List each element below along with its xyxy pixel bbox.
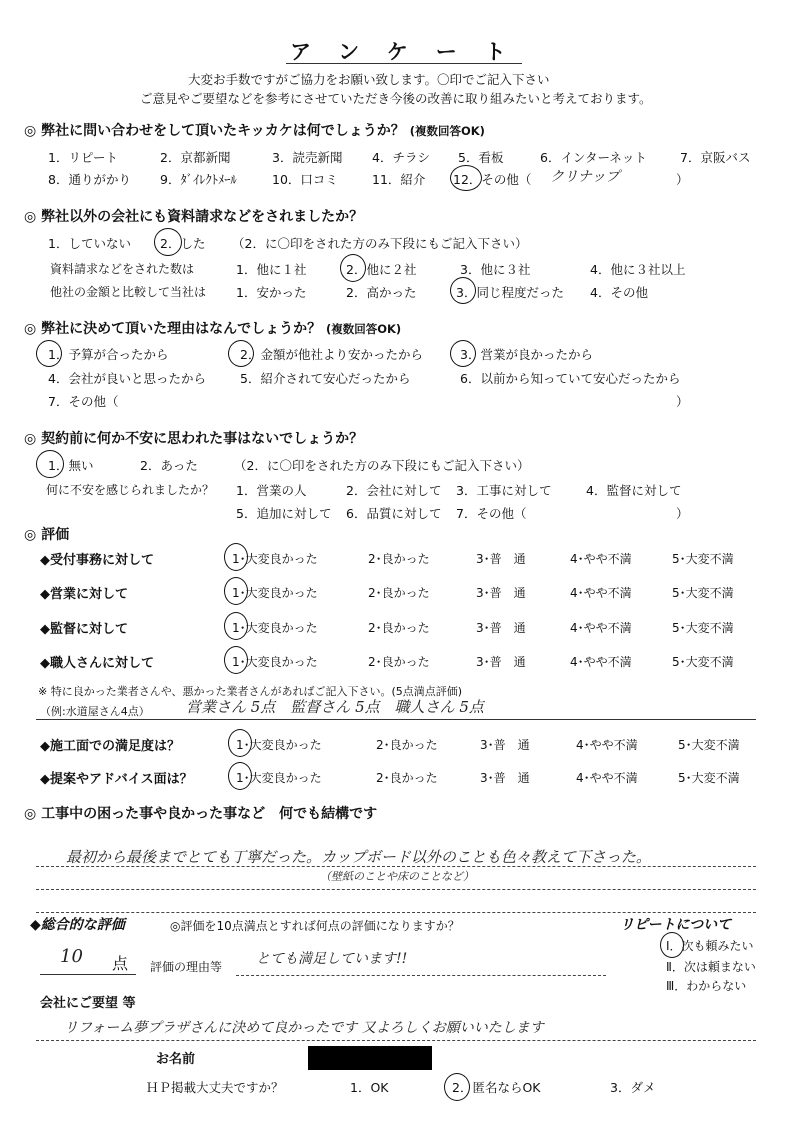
overall-reason-line (236, 975, 606, 976)
q3-selection-circle-1 (36, 340, 62, 367)
q4-sub-option-6[interactable]: 6．品質に対して (346, 506, 442, 521)
hp-question: ＨＰ掲載大丈夫ですか？ (146, 1080, 284, 1095)
eval-example: （例:水道屋さん4点） (40, 705, 150, 718)
q4-title: ◎ 契約前に何か不安に思われた事はないでしょうか？ (24, 431, 364, 447)
eval-proposal-option-2[interactable]: 2･良かった (376, 771, 438, 785)
q1-option-5[interactable]: 5．看板 (458, 150, 504, 165)
eval-reception-option-4[interactable]: 4･やや不満 (570, 552, 632, 566)
q1-option-3[interactable]: 3．読売新聞 (272, 150, 343, 165)
eval-row-reception: ◆受付事務に対して (40, 553, 154, 568)
q3-option-2[interactable]: 2．金額が他社より安かったから (240, 347, 423, 362)
q2-note: （2．に〇印をされた方のみ下段にもご記入下さい） (232, 236, 528, 251)
eval-reception-option-2[interactable]: 2･良かった (368, 552, 430, 566)
overall-score-line (40, 974, 136, 975)
q3-option-3[interactable]: 3．営業が良かったから (460, 347, 593, 362)
q3-option-7[interactable]: 7．その他（ (48, 394, 119, 409)
overall-prompt: ◎評価を10点満点とすれば何点の評価になりますか？ (170, 919, 460, 933)
hp-option-3[interactable]: 3．ダメ (610, 1080, 656, 1095)
q1-title: ◎ 弊社に問い合わせをして頂いたキッカケは何でしょうか？ (複数回答OK) (24, 123, 485, 139)
eval-row-sales: ◆営業に対して (40, 587, 128, 602)
eval-craftsman-circle (224, 646, 248, 674)
intro-line-1: 大変お手数ですがご協力をお願い致します。〇印でご記入下さい (188, 72, 550, 87)
eval-craftsman-option-3[interactable]: 3･普 通 (476, 655, 526, 669)
title-underline (286, 63, 522, 64)
hp-option-2[interactable]: 2．匿名ならOK (452, 1080, 541, 1095)
q1-option-1[interactable]: 1．リピート (48, 150, 118, 165)
eval-row-craftsman: ◆職人さんに対して (40, 656, 154, 671)
q1-close-paren: ） (676, 172, 689, 187)
eval-reception-option-5[interactable]: 5･大変不満 (672, 552, 734, 566)
q2-sub2-option-4[interactable]: 4．その他 (590, 285, 648, 300)
hp-option-1[interactable]: 1．OK (350, 1080, 389, 1095)
q4-sub-option-3[interactable]: 3．工事に対して (456, 483, 552, 498)
q2-sub1-option-1[interactable]: 1．他に１社 (236, 262, 307, 277)
q3-selection-circle-3 (450, 340, 476, 367)
q3-option-6[interactable]: 6．以前から知っていて安心だったから (460, 371, 681, 386)
q2-sub2-option-3[interactable]: 3．同じ程度だった (456, 285, 564, 300)
q2-title: ◎ 弊社以外の会社にも資料請求などをされましたか？ (24, 209, 364, 225)
eval-sales-option-1[interactable]: 1･大変良かった (232, 586, 318, 600)
q1-selection-circle (450, 165, 482, 191)
repeat-option-3[interactable]: Ⅲ．わからない (666, 979, 747, 993)
q3-selection-circle-2 (228, 340, 254, 367)
repeat-title: リピートについて (620, 917, 732, 933)
q2-sub2-option-2[interactable]: 2．高かった (346, 285, 417, 300)
q4-sub-option-1[interactable]: 1．営業の人 (236, 483, 307, 498)
q2-sub1-option-4[interactable]: 4．他に３社以上 (590, 262, 686, 277)
eval-supervisor-option-5[interactable]: 5･大変不満 (672, 621, 734, 635)
eval-craftsman-option-4[interactable]: 4･やや不満 (570, 655, 632, 669)
eval-construction-circle (228, 729, 252, 757)
q2-sub1-selection-circle (340, 254, 366, 282)
q1-option-7[interactable]: 7．京阪バス (680, 150, 751, 165)
q1-option-10[interactable]: 10．口コミ (272, 172, 338, 187)
repeat-selection-circle (660, 932, 684, 958)
eval-supervisor-option-3[interactable]: 3･普 通 (476, 621, 526, 635)
q2-sub1-option-2[interactable]: 2．他に２社 (346, 262, 417, 277)
eval-row-supervisor: ◆監督に対して (40, 622, 128, 637)
eval-reception-option-1[interactable]: 1･大変良かった (232, 552, 318, 566)
q3-option-5[interactable]: 5．紹介されて安心だったから (240, 371, 411, 386)
name-redacted (308, 1046, 432, 1070)
q4-sub-option-7[interactable]: 7．その他（ (456, 506, 527, 521)
eval-sales-option-4[interactable]: 4･やや不満 (570, 586, 632, 600)
q1-option-11[interactable]: 11．紹介 (372, 172, 426, 187)
q2-sub1-label: 資料請求などをされた数は (50, 262, 195, 276)
eval-construction-option-4[interactable]: 4･やや不満 (576, 738, 638, 752)
eval-construction-option-1[interactable]: 1･大変良かった (236, 738, 322, 752)
q5-line-3 (36, 912, 756, 913)
eval-supervisor-option-2[interactable]: 2･良かった (368, 621, 430, 635)
eval-proposal-circle (228, 762, 252, 790)
q2-sub2-option-1[interactable]: 1．安かった (236, 285, 307, 300)
q1-option-8[interactable]: 8．通りがかり (48, 172, 131, 187)
eval-construction-option-5[interactable]: 5･大変不満 (678, 738, 740, 752)
q2-option-2[interactable]: 2．した (160, 236, 206, 251)
repeat-option-2[interactable]: Ⅱ．次は頼まない (666, 960, 756, 974)
eval-sales-option-2[interactable]: 2･良かった (368, 586, 430, 600)
q1-option-12[interactable]: 12．その他（ (453, 172, 532, 187)
overall-title: ◆総合的な評価 (30, 917, 125, 933)
eval-supervisor-option-1[interactable]: 1･大変良かった (232, 621, 318, 635)
eval-sales-circle (224, 577, 248, 605)
q4-sub-option-4[interactable]: 4．監督に対して (586, 483, 682, 498)
eval-proposal-option-4[interactable]: 4･やや不満 (576, 771, 638, 785)
q5-line-2 (36, 889, 756, 890)
overall-score: 10 (60, 946, 83, 967)
intro-line-2: ご意見やご要望などを参考にさせていただき今後の改善に取り組みたいと考えております。 (140, 91, 652, 106)
q2-option-1[interactable]: 1．していない (48, 236, 131, 251)
eval-craftsman-option-1[interactable]: 1･大変良かった (232, 655, 318, 669)
q5-title: ◎ 工事中の困った事や良かった事など 何でも結構です (24, 806, 378, 822)
q4-note: （2．に〇印をされた方のみ下段にもご記入下さい） (234, 458, 530, 473)
eval-proposal-option-3[interactable]: 3･普 通 (480, 771, 530, 785)
q2-selection-circle (154, 228, 182, 256)
eval-sales-option-3[interactable]: 3･普 通 (476, 586, 526, 600)
q4-selection-circle (36, 450, 64, 478)
q4-sub-option-2[interactable]: 2．会社に対して (346, 483, 442, 498)
q3-option-1[interactable]: 1．予算が合ったから (48, 347, 169, 362)
q1-option-6[interactable]: 6．インターネット (540, 150, 647, 165)
request-line (36, 1040, 756, 1041)
eval-construction-option-2[interactable]: 2･良かった (376, 738, 438, 752)
eval-note-line (36, 719, 756, 720)
eval-row-proposal: ◆提案やアドバイス面は？ (40, 772, 193, 787)
q2-sub2-label: 他社の金額と比較して当社は (50, 285, 207, 299)
q1-option-4[interactable]: 4．チラシ (372, 150, 430, 165)
overall-unit: 点 (112, 954, 129, 973)
eval-handwritten-scores: 営業さん 5点 監督さん 5点 職人さん 5点 (186, 698, 484, 716)
eval-proposal-option-1[interactable]: 1･大変良かった (236, 771, 322, 785)
eval-construction-option-3[interactable]: 3･普 通 (480, 738, 530, 752)
eval-craftsman-option-5[interactable]: 5･大変不満 (672, 655, 734, 669)
q3-option-4[interactable]: 4．会社が良いと思ったから (48, 371, 206, 386)
q5-answer-line-1: 最初から最後までとても丁寧だった。カップボード以外のことも色々教えて下さった。 (66, 848, 651, 866)
q2-sub1-option-3[interactable]: 3．他に３社 (460, 262, 531, 277)
q4-option-1[interactable]: 1．無い (48, 458, 94, 473)
eval-row-construction: ◆施工面での満足度は？ (40, 739, 180, 754)
q4-sub-label: 何に不安を感じられましたか？ (46, 483, 215, 497)
eval-proposal-option-5[interactable]: 5･大変不満 (678, 771, 740, 785)
q3-title: ◎ 弊社に決めて頂いた理由はなんでしょうか？ (複数回答OK) (24, 321, 402, 337)
eval-supervisor-option-4[interactable]: 4･やや不満 (570, 621, 632, 635)
q4-sub-option-5[interactable]: 5．追加に対して (236, 506, 332, 521)
request-label: 会社にご要望 等 (40, 996, 136, 1011)
q4-close-paren: ） (676, 506, 689, 521)
eval-note: ※ 特に良かった業者さんや、悪かった業者さんがあればご記入下さい。(5点満点評価) (38, 685, 463, 698)
request-answer: リフォーム夢プラザさんに決めて良かったです 又よろしくお願いいたします (64, 1020, 544, 1036)
repeat-option-1[interactable]: Ⅰ．次も頼みたい (666, 939, 754, 953)
name-label: お名前 (156, 1052, 196, 1067)
q5-answer-line-2: （壁紙のことや床のことなど） (320, 870, 474, 883)
eval-supervisor-circle (224, 612, 248, 640)
q1-option-2[interactable]: 2．京都新聞 (160, 150, 231, 165)
overall-reason-label: 評価の理由等 (150, 960, 223, 974)
overall-reason-answer: とても満足しています!! (256, 951, 408, 967)
q3-close-paren: ） (676, 394, 689, 409)
eval-reception-option-3[interactable]: 3･普 通 (476, 552, 526, 566)
eval-sales-option-5[interactable]: 5･大変不満 (672, 586, 734, 600)
q2-sub2-selection-circle (450, 277, 476, 304)
q1-option-9[interactable]: 9．ﾀﾞｲﾚｸﾄﾒｰﾙ (160, 172, 237, 187)
eval-reception-circle (224, 543, 248, 571)
eval-craftsman-option-2[interactable]: 2･良かった (368, 655, 430, 669)
eval-title: ◎ 評価 (24, 527, 70, 543)
q1-other-answer: クリナップ (550, 169, 620, 185)
q4-option-2[interactable]: 2．あった (140, 458, 198, 473)
hp-selection-circle (444, 1073, 470, 1101)
page-title: アンケート (290, 40, 534, 64)
